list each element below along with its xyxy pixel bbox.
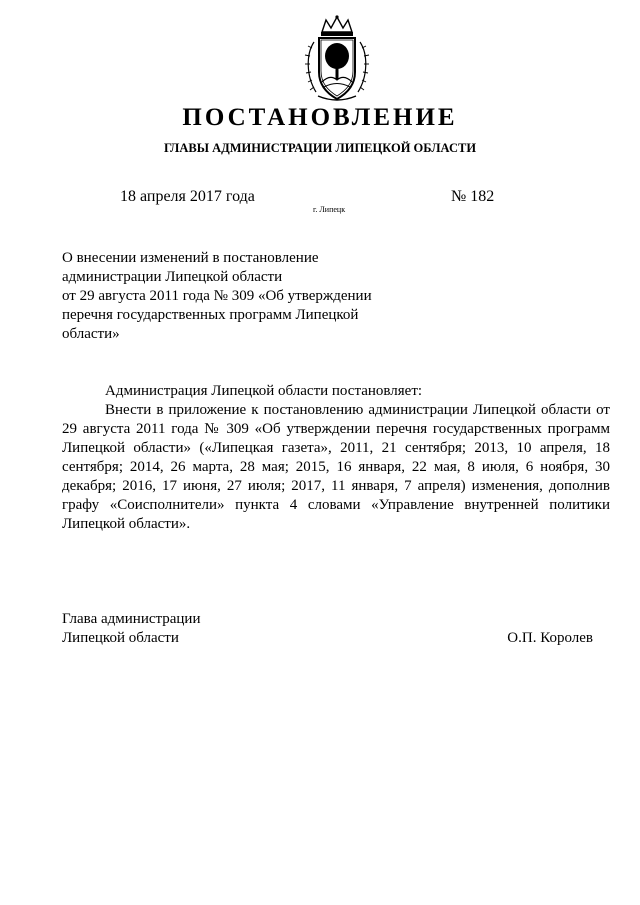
document-body [62,382,610,534]
subject-line: О внесении изменений в постановление [62,250,319,266]
coat-of-arms-icon [294,14,380,106]
subject-line: от 29 августа 2011 года № 309 «Об утверждении [62,288,372,304]
document-title: ПОСТАНОВЛЕНИЕ [182,104,458,131]
subject-line: области» [62,326,120,342]
subject-line: перечня государственных программ Липецкой [62,307,359,323]
body-paragraph: Администрация Липецкой области постановляет: [105,383,423,399]
signature-name: О.П. Королев [507,630,593,646]
document-number: № 182 [451,188,495,205]
document-subtitle: ГЛАВЫ АДМИНИСТРАЦИИ ЛИПЕЦКОЙ ОБЛАСТИ [163,141,477,155]
document-date: 18 апреля 2017 года [120,188,255,205]
subject-line: администрации Липецкой области [62,269,283,285]
body-paragraph: Внести в приложение к постановлению администрации Липецкой области от 29 августа 2011 года № 309 «Об утверждении перечня государственных программ Липецкой области» («Липецкая газета», 2011, 21 сентября; 2013, 10 апреля, 18 сентября; 2014, 26 марта, 28 мая; 2015, 16 января, 22 мая, 8 июля, 6 ноября, 30 декабря; 2016, 17 июня, 27 июля; 2017, 11 января, 7 апреля) изменения, дополнив графу «Соисполнители» пункта 4 словами «Управление внутренней политики Липецкой области». [62,402,610,532]
document-subject [62,249,422,344]
signature-position-line: Глава администрации [62,611,201,627]
signature-position-line: Липецкой области [62,630,179,646]
document-city: г. Липецк [313,205,346,214]
